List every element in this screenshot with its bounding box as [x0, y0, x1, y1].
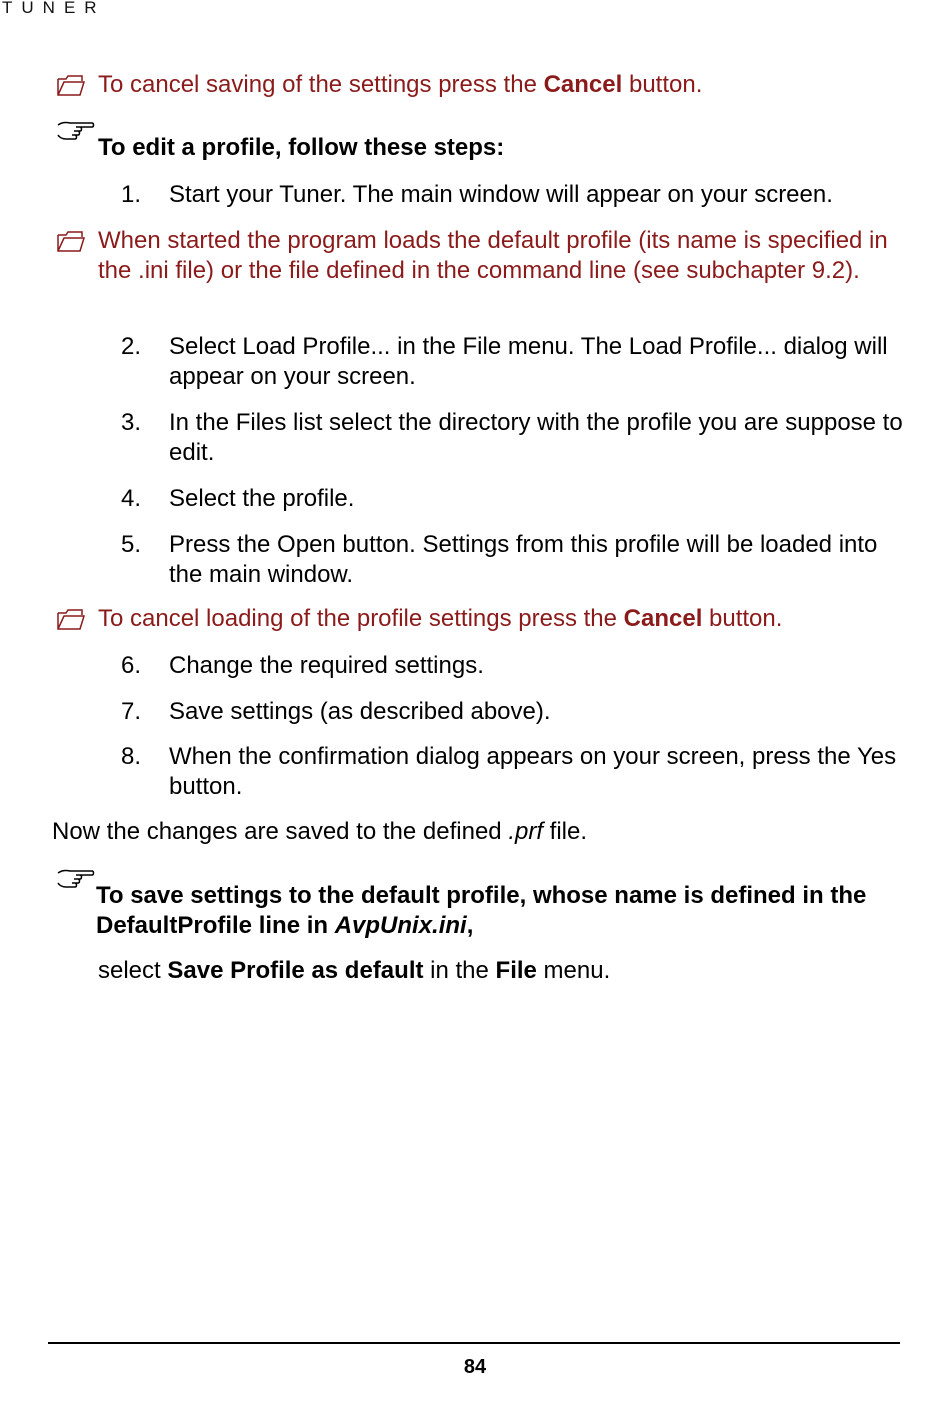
step-text: Save settings (as described above).: [169, 698, 551, 725]
paragraph-save-default-instruction: select Save Profile as default in the File menu.: [98, 957, 611, 984]
note-text: When started the program loads the default profile (its name is specified in the .ini file) or the file defined in the command line (see subchapter 9.2).: [98, 227, 888, 284]
folder-outline-icon: [56, 229, 86, 253]
step-number: 6.: [121, 652, 142, 679]
step-number: 1.: [121, 181, 142, 208]
procedure-heading-save-default: [56, 881, 916, 941]
note-cancel-saving: [56, 70, 916, 100]
step-number: 4.: [121, 485, 142, 512]
step-text: In the Files list select the directory with the profile you are suppose to edit.: [169, 409, 903, 466]
list-item: [121, 180, 911, 210]
pointing-hand-icon: [56, 119, 96, 145]
heading-text: To edit a profile, follow these steps:: [98, 134, 505, 161]
list-item: [121, 651, 911, 681]
pointing-hand-icon: [56, 867, 96, 893]
step-text: Start your Tuner. The main window will appear on your screen.: [169, 181, 833, 208]
list-item: [121, 530, 911, 590]
note-cancel-loading: [56, 604, 916, 634]
step-text: When the confirmation dialog appears on your screen, press the Yes button.: [169, 743, 897, 800]
step-text: Select the profile.: [169, 485, 355, 512]
paragraph-changes-saved: Now the changes are saved to the defined .prf file.: [52, 818, 588, 845]
heading-text: To save settings to the default profile, whose name is defined in the DefaultProfile line in AvpUnix.ini,: [96, 882, 867, 939]
page-number: 84: [463, 1356, 487, 1378]
list-item: [121, 408, 911, 468]
running-header: TUNER: [2, 0, 106, 17]
list-item: [121, 742, 911, 802]
step-number: 3.: [121, 409, 142, 436]
step-text: Select Load Profile... in the File menu. The Load Profile... dialog will appear on your screen.: [169, 333, 888, 390]
step-number: 8.: [121, 743, 142, 770]
note-program-loads-profile: [56, 226, 916, 286]
step-number: 2.: [121, 333, 142, 360]
list-item: [121, 332, 911, 392]
step-number: 7.: [121, 698, 142, 725]
folder-outline-icon: [56, 607, 86, 631]
folder-outline-icon: [56, 73, 86, 97]
step-text: Press the Open button. Settings from this profile will be loaded into the main window.: [169, 531, 878, 588]
procedure-heading-edit-profile: [56, 133, 916, 163]
list-item: [121, 484, 911, 514]
list-item: [121, 697, 911, 727]
note-text: To cancel saving of the settings press the Cancel button.: [98, 71, 703, 98]
note-text: To cancel loading of the profile settings press the Cancel button.: [98, 605, 783, 632]
step-number: 5.: [121, 531, 142, 558]
footer-divider: [48, 1342, 900, 1344]
step-text: Change the required settings.: [169, 652, 484, 679]
